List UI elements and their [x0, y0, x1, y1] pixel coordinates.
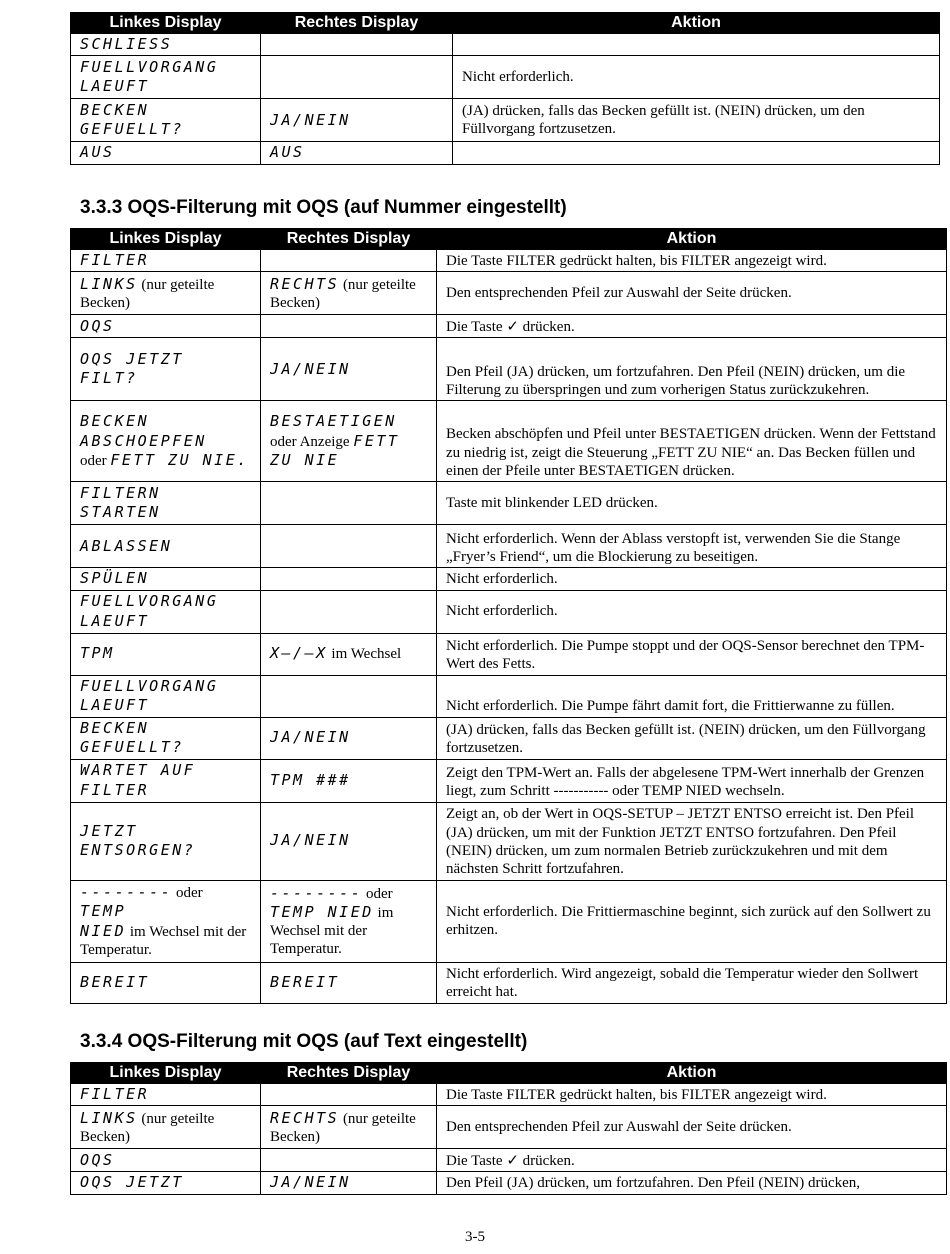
- action-cell: Nicht erforderlich. Die Pumpe stoppt und der OQS-Sensor berechnet den TPM-Wert des Fetts.: [437, 633, 947, 675]
- table-row: [71, 717, 947, 759]
- left-display-text: FILTER: [80, 780, 150, 799]
- action-cell: Nicht erforderlich.: [437, 568, 947, 590]
- left-display-cell: [71, 880, 261, 962]
- right-display-cell: [261, 525, 437, 568]
- left-display-text: WARTET AUF: [80, 761, 196, 780]
- table-row: [71, 338, 947, 401]
- action-cell: Zeigt den TPM-Wert an. Falls der abgelesene TPM-Wert innerhalb der Grenzen liegt, zum Schritt ----------- oder TEMP NIED wechseln.: [437, 759, 947, 802]
- left-display-cell: [71, 675, 261, 717]
- action-cell: Den entsprechenden Pfeil zur Auswahl der Seite drücken.: [437, 272, 947, 315]
- header-right-display: Rechtes Display: [261, 13, 453, 34]
- section-heading-3-3-3: 3.3.3 OQS-Filterung mit OQS (auf Nummer eingestellt): [80, 197, 567, 218]
- right-display-text: AUS: [270, 143, 305, 162]
- right-display-cell: [261, 401, 437, 482]
- right-display-cell: [261, 272, 437, 315]
- left-display-note: (nur geteilte Becken): [80, 276, 215, 311]
- left-display-text: OQS JETZT: [80, 1173, 184, 1192]
- table-row: [71, 590, 947, 633]
- action-cell: Den Pfeil (JA) drücken, um fortzufahren. Den Pfeil (NEIN) drücken, um die Filterung zu überspringen und zum vorherigen Status zurückzukehren.: [437, 338, 947, 401]
- action-cell: Die Taste ✓ drücken.: [437, 315, 947, 338]
- right-display-text: JA/NEIN: [270, 1173, 351, 1192]
- left-display-note: oder: [172, 885, 203, 901]
- left-display-text: SCHLIESS: [80, 35, 173, 53]
- left-display-text: NIED: [80, 921, 127, 940]
- left-display-cell: [71, 1106, 261, 1149]
- left-display-cell: [71, 401, 261, 482]
- left-display-text: SPÜLEN: [80, 569, 150, 588]
- left-display-text: TPM: [80, 644, 115, 663]
- left-display-cell: [71, 633, 261, 675]
- right-display-text: JA/NEIN: [270, 110, 351, 129]
- right-display-cell: [261, 633, 437, 675]
- left-display-text: FUELLVORGANG: [80, 592, 219, 611]
- action-cell: Die Taste FILTER gedrückt halten, bis FILTER angezeigt wird.: [437, 250, 947, 272]
- header-action: Aktion: [437, 1063, 947, 1084]
- right-display-text: --------: [270, 883, 363, 902]
- action-cell: Nicht erforderlich. Die Frittiermaschine beginnt, sich zurück auf den Sollwert zu erhitzen.: [437, 880, 947, 962]
- right-display-cell: [261, 568, 437, 590]
- left-display-text: FUELLVORGANG: [80, 676, 219, 695]
- action-cell: Nicht erforderlich.: [437, 590, 947, 633]
- left-display-text: LINKS: [80, 1108, 138, 1127]
- left-display-cell: [71, 759, 261, 802]
- action-cell: Zeigt an, ob der Wert in OQS-SETUP – JETZT ENTSO erreicht ist. Den Pfeil (JA) drücken, um mit der Funktion JETZT ENTSO fortzufahren. Den Pfeil (NEIN) drücken, um zum normalen Betrieb zurückzukehren und mit dem nächsten Schritt fortzufahren.: [437, 802, 947, 880]
- left-display-cell: [71, 34, 261, 56]
- table-row: [71, 962, 947, 1003]
- right-display-note: im Wechsel: [327, 646, 402, 663]
- left-display-cell: [71, 962, 261, 1003]
- left-display-cell: [71, 338, 261, 401]
- left-display-cell: [71, 1149, 261, 1172]
- right-display-note: oder: [362, 885, 393, 902]
- left-display-text: FILTER: [80, 251, 150, 269]
- right-display-note: im Wechsel mit der Temperatur.: [270, 904, 394, 958]
- left-display-cell: [71, 525, 261, 568]
- right-display-text: RECHTS: [270, 274, 340, 293]
- left-display-text: JETZT: [80, 821, 138, 840]
- action-cell: Den Pfeil (JA) drücken, um fortzufahren. Den Pfeil (NEIN) drücken,: [437, 1172, 947, 1194]
- right-display-cell: [261, 34, 453, 56]
- table-row: [71, 99, 940, 142]
- left-display-cell: [71, 142, 261, 164]
- right-display-cell: [261, 590, 437, 633]
- left-display-text: BEREIT: [80, 972, 150, 991]
- right-display-text: TEMP NIED: [270, 902, 374, 921]
- right-display-note: (nur geteilte Becken): [270, 1110, 416, 1145]
- left-display-text: FILTERN: [80, 484, 161, 502]
- action-cell: (JA) drücken, falls das Becken gefüllt ist. (NEIN) drücken, um den Füllvorgang fortzusetzen.: [453, 99, 940, 142]
- right-display-cell: [261, 250, 437, 272]
- right-display-cell: [261, 1172, 437, 1194]
- left-display-cell: [71, 56, 261, 99]
- left-display-text: GEFUELLT?: [80, 738, 184, 757]
- action-cell: Becken abschöpfen und Pfeil unter BESTAETIGEN drücken. Wenn der Fettstand zu niedrig ist, zeigt die Steuerung „FETT ZU NIE“ an. Das Becken füllen und einen der Pfeile unter BESTAETIGEN drücken.: [437, 401, 947, 482]
- right-display-text: BESTAETIGEN: [270, 412, 397, 431]
- right-display-text: ZU NIE: [270, 450, 340, 469]
- left-display-text: LINKS: [80, 274, 138, 293]
- action-cell: Nicht erforderlich. Wenn der Ablass verstopft ist, verwenden Sie die Stange „Fryer’s Friend“, um die Blockierung zu beseitigen.: [437, 525, 947, 568]
- left-display-text: FILT?: [80, 369, 138, 388]
- right-display-cell: [261, 880, 437, 962]
- action-cell: (JA) drücken, falls das Becken gefüllt ist. (NEIN) drücken, um den Füllvorgang fortzusetzen.: [437, 717, 947, 759]
- right-display-text: BEREIT: [270, 972, 340, 991]
- left-display-text: OQS: [80, 1150, 115, 1169]
- display-table-continued: [70, 12, 940, 165]
- table-row: [71, 1106, 947, 1149]
- left-display-text: BECKEN: [80, 718, 150, 737]
- action-cell: Nicht erforderlich.: [453, 56, 940, 99]
- right-display-text: TPM ###: [270, 770, 351, 789]
- left-display-text: LAEUFT: [80, 77, 150, 96]
- right-display-text: X–/–X: [270, 644, 328, 663]
- table-row: [71, 568, 947, 590]
- left-display-note: im Wechsel mit der Temperatur.: [80, 923, 247, 958]
- action-cell: Nicht erforderlich. Die Pumpe fährt damit fort, die Frittierwanne zu füllen.: [437, 675, 947, 717]
- left-display-text: GEFUELLT?: [80, 120, 184, 139]
- table-row: [71, 34, 940, 56]
- header-right-display: Rechtes Display: [261, 1063, 437, 1084]
- left-display-cell: [71, 802, 261, 880]
- left-display-text: LAEUFT: [80, 611, 150, 630]
- left-display-text: OQS JETZT: [80, 350, 184, 368]
- left-display-text: LAEUFT: [80, 696, 150, 715]
- left-display-cell: [71, 717, 261, 759]
- oqs-filter-text-table: [70, 1062, 947, 1195]
- left-display-text: FETT ZU NIE.: [110, 450, 249, 469]
- left-display-note: oder: [80, 452, 111, 469]
- right-display-cell: [261, 675, 437, 717]
- table-row: [71, 482, 947, 525]
- left-display-text: --------: [80, 883, 173, 901]
- right-display-text: JA/NEIN: [270, 359, 351, 378]
- table-row: [71, 250, 947, 272]
- right-display-text: FETT: [353, 431, 400, 450]
- action-cell: [453, 142, 940, 164]
- table-header-row: [71, 1063, 947, 1084]
- right-display-cell: [261, 802, 437, 880]
- left-display-note: (nur geteilte Becken): [80, 1110, 215, 1145]
- table-row: [71, 142, 940, 164]
- header-action: Aktion: [453, 13, 940, 34]
- table-row: [71, 315, 947, 338]
- left-display-cell: [71, 1172, 261, 1194]
- table-row: [71, 272, 947, 315]
- right-display-cell: [261, 1106, 437, 1149]
- left-display-text: AUS: [80, 143, 115, 162]
- table-row: [71, 56, 940, 99]
- right-display-cell: [261, 1084, 437, 1106]
- table-header-row: [71, 13, 940, 34]
- right-display-cell: [261, 56, 453, 99]
- right-display-cell: [261, 142, 453, 164]
- oqs-filter-number-table: [70, 228, 947, 1004]
- action-cell: Nicht erforderlich. Wird angezeigt, sobald die Temperatur wieder den Sollwert erreicht hat.: [437, 962, 947, 1003]
- left-display-text: ABSCHOEPFEN: [80, 431, 207, 450]
- left-display-text: BECKEN: [80, 101, 150, 119]
- action-cell: [453, 34, 940, 56]
- header-right-display: Rechtes Display: [261, 229, 437, 250]
- table-row: [71, 880, 947, 962]
- table-row: [71, 1149, 947, 1172]
- action-cell: Den entsprechenden Pfeil zur Auswahl der Seite drücken.: [437, 1106, 947, 1149]
- page-number: 3-5: [465, 1229, 485, 1245]
- header-left-display: Linkes Display: [71, 13, 261, 34]
- left-display-text: BECKEN: [80, 412, 150, 431]
- right-display-cell: [261, 99, 453, 142]
- table-row: [71, 401, 947, 482]
- right-display-text: RECHTS: [270, 1108, 340, 1127]
- action-cell: Die Taste ✓ drücken.: [437, 1149, 947, 1172]
- right-display-cell: [261, 962, 437, 1003]
- right-display-cell: [261, 315, 437, 338]
- left-display-cell: [71, 272, 261, 315]
- left-display-cell: [71, 1084, 261, 1106]
- left-display-text: TEMP: [80, 902, 127, 921]
- left-display-text: STARTEN: [80, 503, 161, 522]
- table-header-row: [71, 229, 947, 250]
- right-display-cell: [261, 482, 437, 525]
- left-display-cell: [71, 315, 261, 338]
- action-cell: Taste mit blinkender LED drücken.: [437, 482, 947, 525]
- table-row: [71, 675, 947, 717]
- table-row: [71, 1084, 947, 1106]
- left-display-cell: [71, 250, 261, 272]
- right-display-cell: [261, 338, 437, 401]
- table-row: [71, 1172, 947, 1194]
- right-display-cell: [261, 759, 437, 802]
- table-row: [71, 759, 947, 802]
- left-display-text: ABLASSEN: [80, 536, 173, 555]
- table-row: [71, 525, 947, 568]
- right-display-cell: [261, 1149, 437, 1172]
- table-row: [71, 633, 947, 675]
- header-action: Aktion: [437, 229, 947, 250]
- right-display-note: oder Anzeige: [270, 433, 354, 450]
- left-display-cell: [71, 482, 261, 525]
- action-cell: Die Taste FILTER gedrückt halten, bis FILTER angezeigt wird.: [437, 1084, 947, 1106]
- left-display-cell: [71, 590, 261, 633]
- left-display-cell: [71, 99, 261, 142]
- table-row: [71, 802, 947, 880]
- left-display-text: ENTSORGEN?: [80, 841, 196, 860]
- section-heading-3-3-4: 3.3.4 OQS-Filterung mit OQS (auf Text eingestellt): [80, 1031, 528, 1052]
- left-display-cell: [71, 568, 261, 590]
- left-display-text: FILTER: [80, 1085, 150, 1103]
- right-display-note: (nur geteilte Becken): [270, 276, 416, 311]
- header-left-display: Linkes Display: [71, 1063, 261, 1084]
- right-display-cell: [261, 717, 437, 759]
- right-display-text: JA/NEIN: [270, 831, 351, 850]
- left-display-text: OQS: [80, 316, 115, 335]
- header-left-display: Linkes Display: [71, 229, 261, 250]
- right-display-text: JA/NEIN: [270, 728, 351, 747]
- left-display-text: FUELLVORGANG: [80, 58, 219, 76]
